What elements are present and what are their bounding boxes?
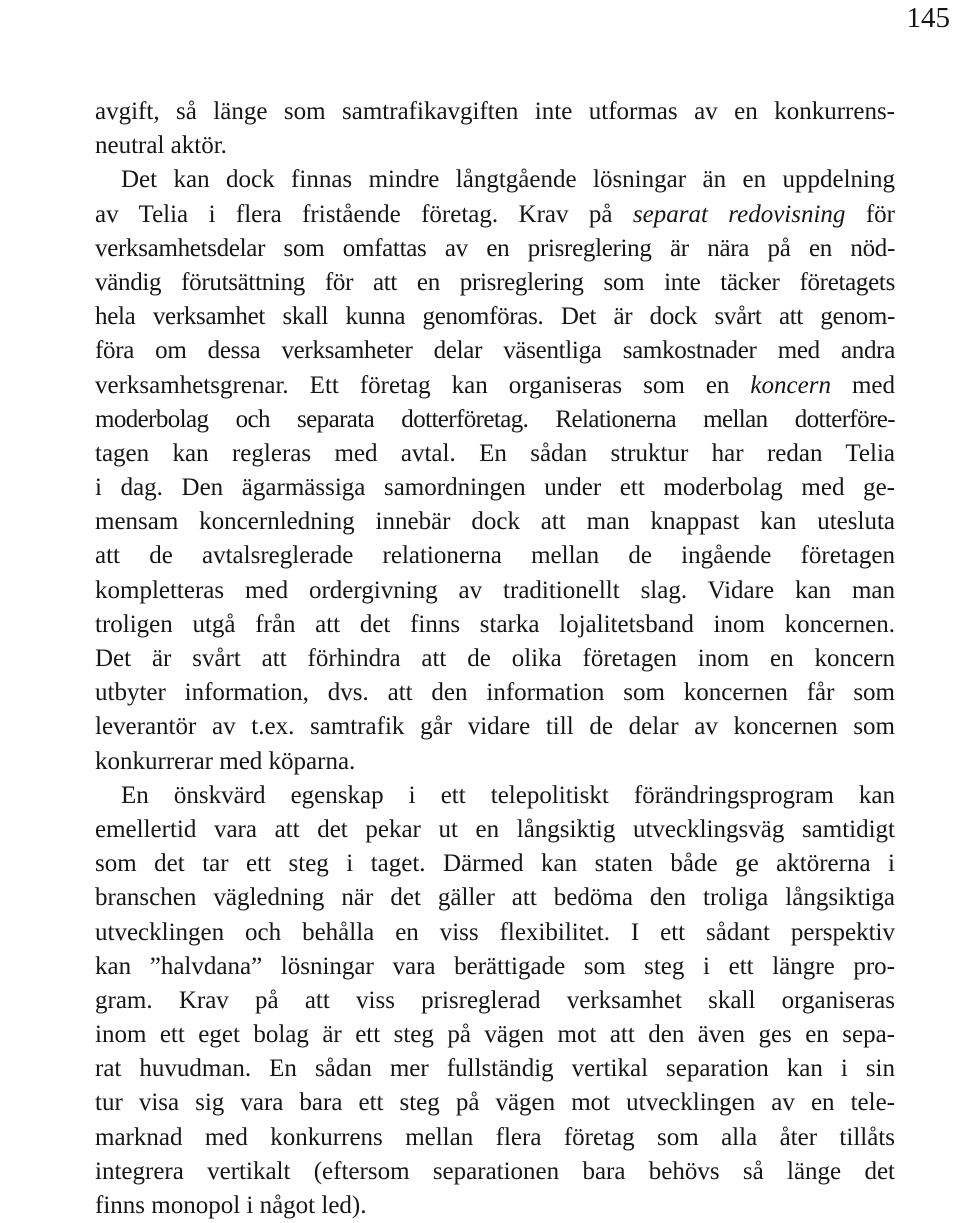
text-line: Det är svårt att förhindra att de olika företagen inom en koncern bbox=[95, 645, 895, 672]
text-line: inom ett eget bolag är ett steg på vägen mot att den även ges en sepa- bbox=[95, 1021, 895, 1049]
text-line: moderbolag och separata dotterföretag. Relationerna mellan dotterföre- bbox=[95, 405, 895, 433]
text-line: som det tar ett steg i taget. Därmed kan staten både ge aktörerna i bbox=[95, 850, 895, 878]
text-line: att de avtalsreglerade relationerna mellan de ingående företagen bbox=[95, 542, 895, 570]
text-line: integrera vertikalt (eftersom separationen bara behövs så länge det bbox=[95, 1157, 895, 1185]
text-line bbox=[95, 369, 895, 403]
text-line: kompletteras med ordergivning av traditionellt slag. Vidare kan man bbox=[95, 576, 895, 604]
text-line: neutral aktör. bbox=[95, 132, 227, 160]
text-run: av Telia i flera fristående företag. Krav på bbox=[95, 200, 633, 228]
italic-term-separat-redovisning: separat redovisning bbox=[632, 200, 846, 228]
text-line: utvecklingen och behålla en viss flexibilitet. I ett sådant perspektiv bbox=[95, 918, 895, 946]
page-number: 145 bbox=[906, 2, 950, 34]
paragraph-3 bbox=[95, 779, 895, 1223]
text-line: avgift, så länge som samtrafikavgiften inte utformas av en konkurrens- bbox=[95, 98, 895, 125]
text-line: emellertid vara att det pekar ut en långsiktig utvecklingsväg samtidigt bbox=[95, 815, 895, 843]
text-line: konkurrerar med köparna. bbox=[95, 747, 356, 775]
text-line bbox=[95, 198, 895, 232]
text-run: för bbox=[845, 200, 895, 228]
text-line: tur visa sig vara bara ett steg på vägen mot utvecklingen av en tele- bbox=[95, 1089, 895, 1117]
text-line: utbyter information, dvs. att den information som koncernen får som bbox=[95, 679, 895, 707]
text-line: En önskvärd egenskap i ett telepolitiskt förändringsprogram kan bbox=[121, 781, 895, 809]
text-line: branschen vägledning när det gäller att bedöma den troliga långsiktiga bbox=[95, 884, 895, 912]
text-line: rat huvudman. En sådan mer fullständig vertikal separation kan i sin bbox=[95, 1055, 895, 1083]
text-line: i dag. Den ägarmässiga samordningen under ett moderbolag med ge- bbox=[95, 474, 895, 502]
text-line: hela verksamhet skall kunna genomföras. Det är dock svårt att genom- bbox=[95, 303, 895, 331]
text-line: marknad med konkurrens mellan flera företag som alla åter tillåts bbox=[95, 1123, 895, 1151]
text-line: gram. Krav på att viss prisreglerad verksamhet skall organiseras bbox=[95, 986, 895, 1014]
text-line: leverantör av t.ex. samtrafik går vidare till de delar av koncernen som bbox=[95, 713, 895, 741]
text-line: vändig förutsättning för att en prisreglering som inte täcker företagets bbox=[95, 268, 895, 296]
paragraph-2 bbox=[95, 163, 895, 778]
text-line: troligen utgå från att det finns starka lojalitetsband inom koncernen. bbox=[95, 610, 895, 638]
text-run: med bbox=[830, 371, 895, 399]
paragraph-1 bbox=[95, 95, 895, 163]
text-line: föra om dessa verksamheter delar väsentliga samkostnader med andra bbox=[95, 337, 895, 365]
text-run: verksamhetsgrenar. Ett företag kan organiseras som en bbox=[95, 371, 751, 399]
text-line: mensam koncernledning innebär dock att man knappast kan utesluta bbox=[95, 508, 895, 536]
text-line: tagen kan regleras med avtal. En sådan struktur har redan Telia bbox=[95, 439, 895, 467]
text-line: Det kan dock finnas mindre långtgående lösningar än en uppdelning bbox=[121, 166, 895, 194]
text-line: finns monopol i något led). bbox=[95, 1192, 367, 1219]
italic-term-koncern: koncern bbox=[750, 371, 831, 399]
body-text bbox=[95, 95, 895, 1223]
text-line: verksamhetsdelar som omfattas av en prisreglering är nära på en nöd- bbox=[95, 234, 895, 262]
text-line: kan ”halvdana” lösningar vara berättigade som steg i ett längre pro- bbox=[95, 952, 895, 980]
